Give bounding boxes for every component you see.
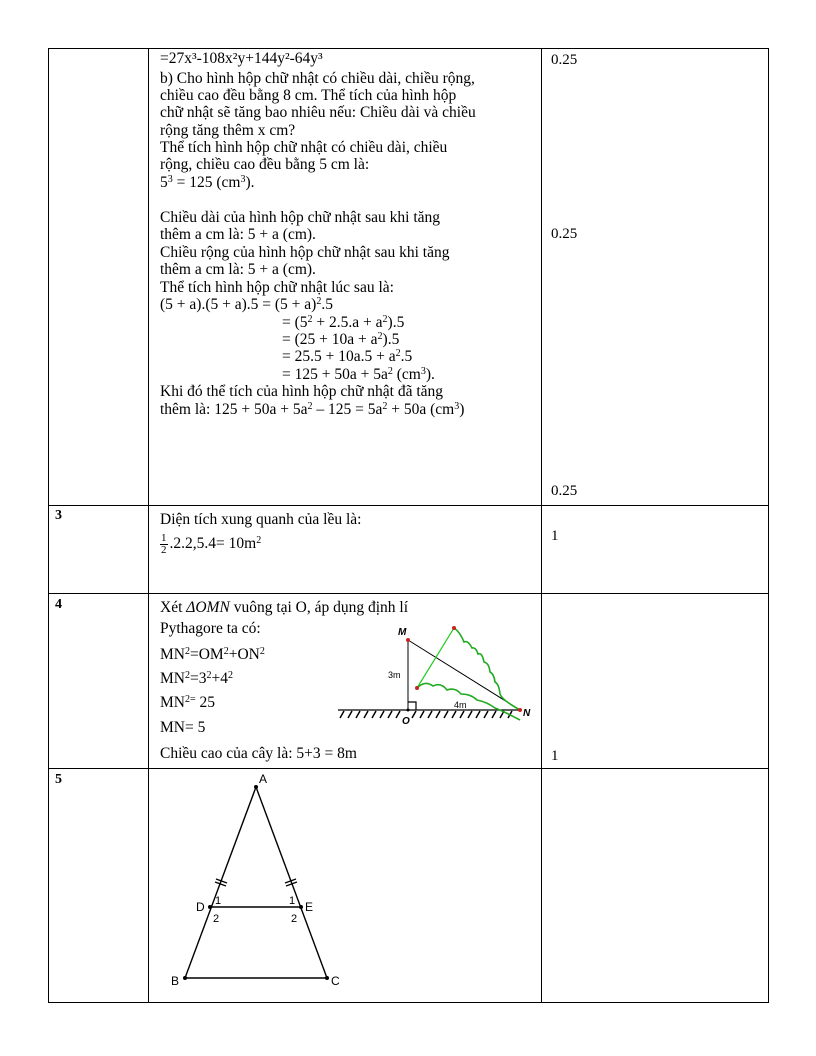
row4-eq-4: MN= 5 — [160, 719, 206, 736]
green-wavy-lower — [417, 683, 520, 720]
label-o: O — [402, 716, 410, 727]
label-3m: 3m — [388, 670, 401, 680]
volume-after-label: Thể tích hình hộp chữ nhật lúc sau là: — [160, 279, 394, 296]
volume-step-3: = $(25 + 10a + a^2).5$ — [282, 331, 400, 348]
right-angle-mark — [408, 702, 416, 710]
angle-d2: 2 — [213, 913, 220, 925]
score-part-b-2: 0.25 — [551, 226, 578, 242]
angle-e1: 1 — [289, 895, 296, 907]
col-divider-1 — [148, 48, 149, 1003]
problem-line-1: b) Cho hình hộp chữ nhật có chiều dài, chiều rộng, — [160, 70, 475, 87]
row-number-3: 3 — [55, 508, 62, 523]
solution-line-1: Thể tích hình hộp chữ nhật có chiều dài, chiều — [160, 139, 448, 156]
score-part-b-3: 0.25 — [551, 483, 578, 499]
point-e — [299, 905, 303, 909]
problem-line-3: chữ nhật sẽ tăng bao nhiêu nếu: Chiều dài và chiều — [160, 104, 476, 121]
volume-step-2: = $(5^2 + 2.5.a + a^2).5$ — [282, 314, 405, 331]
side-ab — [185, 787, 256, 978]
point-m — [406, 638, 410, 642]
row3-score: 1 — [551, 528, 559, 544]
label-4m: 4m — [454, 700, 467, 710]
point-top — [452, 626, 456, 630]
point-o — [407, 709, 410, 712]
label-b: B — [171, 974, 180, 988]
row3-fraction: $\frac{1}{2}$ — [161, 532, 167, 556]
row-number-4: 4 — [55, 597, 62, 612]
green-wavy-upper — [454, 628, 520, 710]
point-mid — [415, 686, 419, 690]
table-bottom-border — [48, 1002, 769, 1003]
length-line-2: thêm a cm là: 5 + a (cm). — [160, 226, 316, 243]
point-c — [325, 976, 329, 980]
point-n — [518, 708, 522, 712]
row-number-5: 5 — [55, 772, 62, 787]
conclusion-line-1: Khi đó thể tích của hình hộp chữ nhật đã tăng — [160, 383, 444, 400]
problem-line-2: chiều cao đều bằng 8 cm. Thể tích của hình hộp — [160, 87, 457, 104]
side-ac — [256, 787, 327, 978]
table-top-border — [48, 48, 769, 49]
row3-text: Diện tích xung quanh của lều là: — [160, 511, 362, 528]
label-m: M — [398, 627, 407, 638]
label-a: A — [259, 772, 268, 786]
point-d — [208, 905, 212, 909]
tree-figure — [330, 620, 540, 730]
col-divider-2 — [541, 48, 542, 1003]
length-line-1: Chiều dài của hình hộp chữ nhật sau khi tăng — [160, 209, 441, 226]
volume-step-5: = $125 + 50a + 5a^2$ $(cm^3)$. — [282, 366, 435, 383]
row4-line-1: Xét ΔOMN vuông tại O, áp dụng định lí — [160, 599, 409, 616]
volume-initial: $5^3 = 125$ $(cm^3)$. — [160, 174, 255, 191]
width-line-2: thêm a cm là: 5 + a (cm). — [160, 261, 316, 278]
label-e: E — [305, 900, 314, 914]
row4-line-2: Pythagore ta có: — [160, 620, 261, 637]
expansion-line: =27x³-108x²y+144y²-64y³ — [160, 50, 323, 67]
row5-top-border — [48, 768, 769, 769]
width-line-1: Chiều rộng của hình hộp chữ nhật sau khi tăng — [160, 244, 450, 261]
row4-eq-3: $MN^{2=}$ 25 — [160, 694, 215, 711]
table-left-border — [48, 48, 49, 1003]
angle-e2: 2 — [291, 913, 298, 925]
table-right-border — [768, 48, 769, 1003]
row3-calc: $\frac{1}{2}$ $.2.2,5.4= 10m^2$ — [161, 532, 262, 556]
row4-eq-1: $MN^2=OM^2+ON^2$ — [160, 646, 265, 663]
point-b — [183, 976, 187, 980]
row4-eq-2: $MN^2=3^2+4^2$ — [160, 670, 233, 687]
solution-line-2: rộng, chiều cao đều bằng 5 cm là: — [160, 156, 370, 173]
volume-step-4: = $25.5 + 10a.5 + a^2.5$ — [282, 348, 413, 365]
angle-d1: 1 — [215, 895, 222, 907]
green-line — [417, 628, 454, 688]
ground-hatch — [340, 711, 512, 718]
triangle-figure — [160, 770, 360, 995]
row4-top-border — [48, 593, 769, 594]
score-part-b-1: 0.25 — [551, 52, 578, 68]
row3-top-border — [48, 505, 769, 506]
conclusion-line-2: thêm là: $125 + 50a + 5a^2 - 125 = 5a^2 + 50a$ $(cm^3)$ — [160, 401, 465, 418]
point-a — [254, 785, 258, 789]
problem-line-4: rộng tăng thêm x cm? — [160, 122, 296, 139]
row4-score: 1 — [551, 748, 559, 764]
label-c: C — [331, 974, 340, 988]
label-d: D — [196, 900, 205, 914]
volume-step-1: $(5 + a).(5 + a).5 = (5 + a)^2.5$ — [160, 296, 333, 313]
label-n: N — [523, 708, 531, 719]
row4-tree-height: Chiều cao của cây là: 5+3 = 8m — [160, 745, 357, 762]
